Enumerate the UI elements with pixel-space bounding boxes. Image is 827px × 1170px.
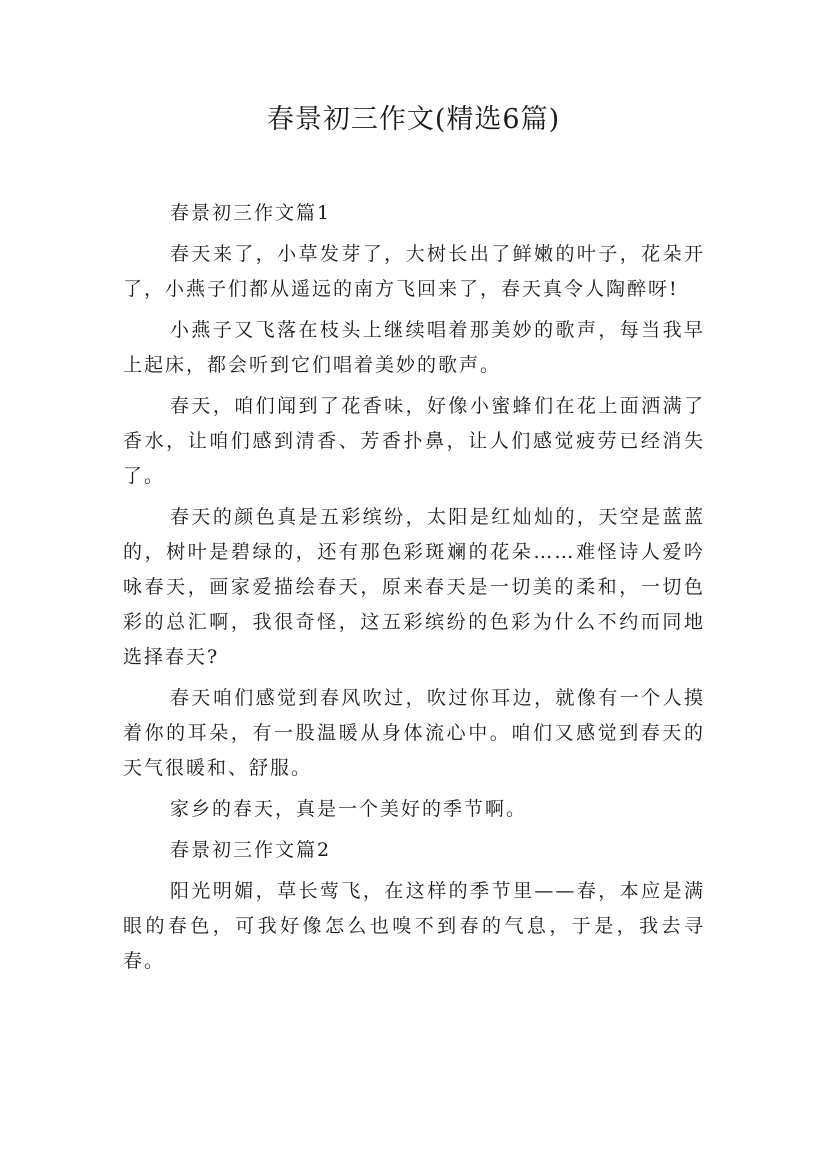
paragraph: 春天咱们感觉到春风吹过，吹过你耳边，就像有一个人摸着你的耳朵，有一股温暖从身体流心中。咱们又感觉到春天的天气很暖和、舒服。 <box>123 687 705 779</box>
paragraph: 小燕子又飞落在枝头上继续唱着那美妙的歌声，每当我早上起床，都会听到它们唱着美妙的歌声。 <box>123 319 705 376</box>
section-heading: 春景初三作文篇2 <box>170 839 332 861</box>
paragraph: 春天的颜色真是五彩缤纷，太阳是红灿灿的，天空是蓝蓝的，树叶是碧绿的，还有那色彩斑斓的花朵……难怪诗人爱吟咏春天，画家爱描绘春天，原来春天是一切美的柔和，一切色彩的总汇啊，我很奇怪，这五彩缤纷的色彩为什么不约而同地选择春天? <box>123 506 705 668</box>
paragraph: 阳光明媚，草长莺飞，在这样的季节里——春，本应是满眼的春色，可我好像怎么也嗅不到春的气息，于是，我去寻春。 <box>123 880 705 972</box>
paragraph: 春天，咱们闻到了花香味，好像小蜜蜂们在花上面洒满了香水，让咱们感到清香、芳香扑鼻，让人们感觉疲劳已经消失了。 <box>123 395 705 487</box>
document-title: 春景初三作文(精选6篇) <box>266 104 561 135</box>
section-heading: 春景初三作文篇1 <box>170 202 332 224</box>
paragraph: 春天来了，小草发芽了，大树长出了鲜嫩的叶子，花朵开了，小燕子们都从遥远的南方飞回来了，春天真令人陶醉呀! <box>123 243 705 300</box>
document-body <box>123 196 705 985</box>
paragraph: 家乡的春天，真是一个美好的季节啊。 <box>170 798 528 820</box>
